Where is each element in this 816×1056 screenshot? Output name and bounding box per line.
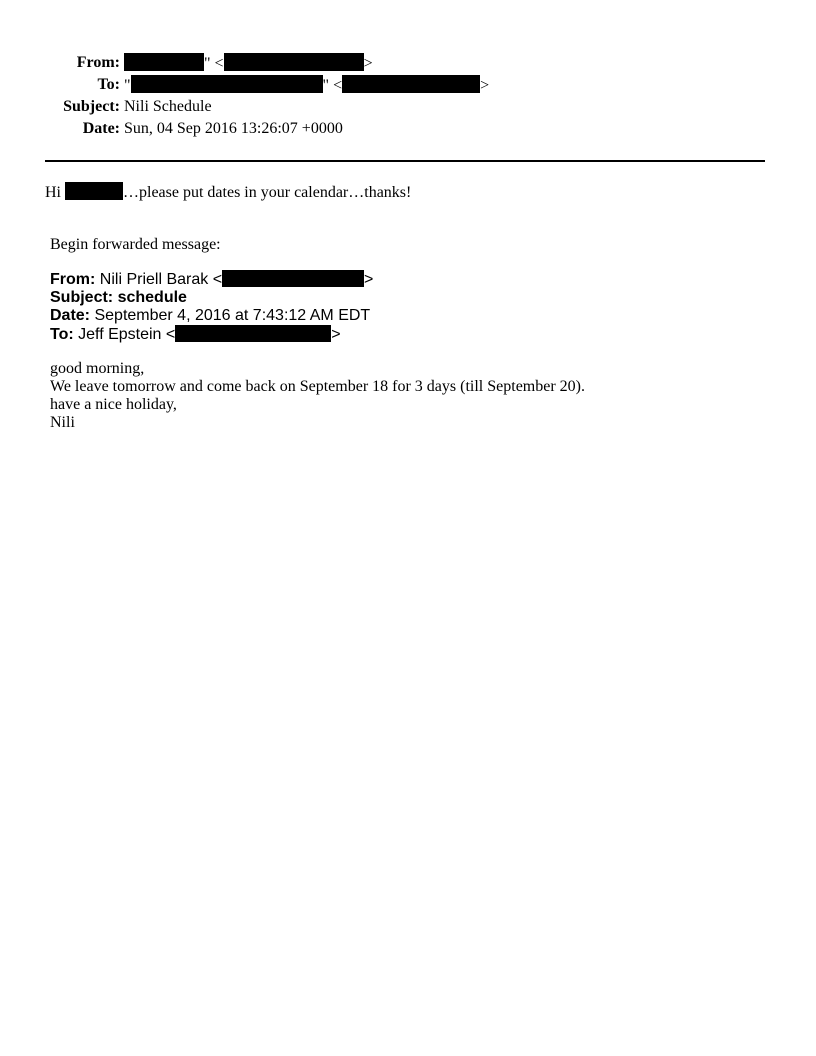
forwarded-to-label: To:: [50, 326, 74, 343]
message-line: have a nice holiday,: [50, 396, 177, 413]
redacted-block: [224, 53, 364, 71]
forwarded-date-row: [50, 307, 373, 325]
to-label: To:: [97, 76, 120, 93]
redacted-block: [131, 75, 323, 93]
forwarded-from-label: From:: [50, 271, 96, 288]
date-value: Sun, 04 Sep 2016 13:26:07 +0000: [124, 120, 343, 137]
forwarded-from-name: Nili Priell Barak <: [99, 271, 223, 288]
forwarded-header: [50, 270, 373, 344]
forwarded-from-row: From: Nili Priell Barak < >: [50, 271, 374, 288]
forwarded-subject-value: schedule: [117, 289, 187, 306]
forwarded-to-name: Jeff Epstein <: [78, 326, 176, 343]
forwarded-subject-label: Subject:: [50, 289, 114, 306]
message-line: We leave tomorrow and come back on September 18 for 3 days (till September 20).: [50, 378, 585, 395]
forwarded-date-label: Date:: [50, 307, 91, 324]
redacted-block: [342, 75, 480, 93]
to-value: " " < >: [124, 77, 490, 94]
from-label: From:: [76, 54, 120, 71]
greeting-line: [45, 182, 411, 203]
redacted-block: [175, 325, 331, 342]
forwarded-to-row: To: Jeff Epstein < >: [50, 326, 341, 343]
date-label: Date:: [82, 120, 120, 137]
greeting-hi: Hi: [45, 184, 61, 201]
message-line: good morning,: [50, 360, 145, 377]
redacted-block: [222, 270, 364, 287]
subject-label: Subject:: [63, 98, 120, 115]
greeting-text: …please put dates in your calendar…thanks!: [123, 184, 412, 201]
redacted-block: [65, 182, 123, 200]
from-value: " < >: [124, 53, 373, 74]
header-divider: [45, 160, 765, 162]
forwarded-intro: Begin forwarded message:: [50, 236, 221, 253]
subject-value: Nili Schedule: [124, 98, 212, 115]
redacted-block: [124, 53, 204, 71]
message-line: Nili: [50, 414, 75, 431]
forwarded-subject-row: [50, 289, 373, 307]
forwarded-date-value: September 4, 2016 at 7:43:12 AM EDT: [94, 307, 371, 324]
message-body: [50, 360, 585, 432]
